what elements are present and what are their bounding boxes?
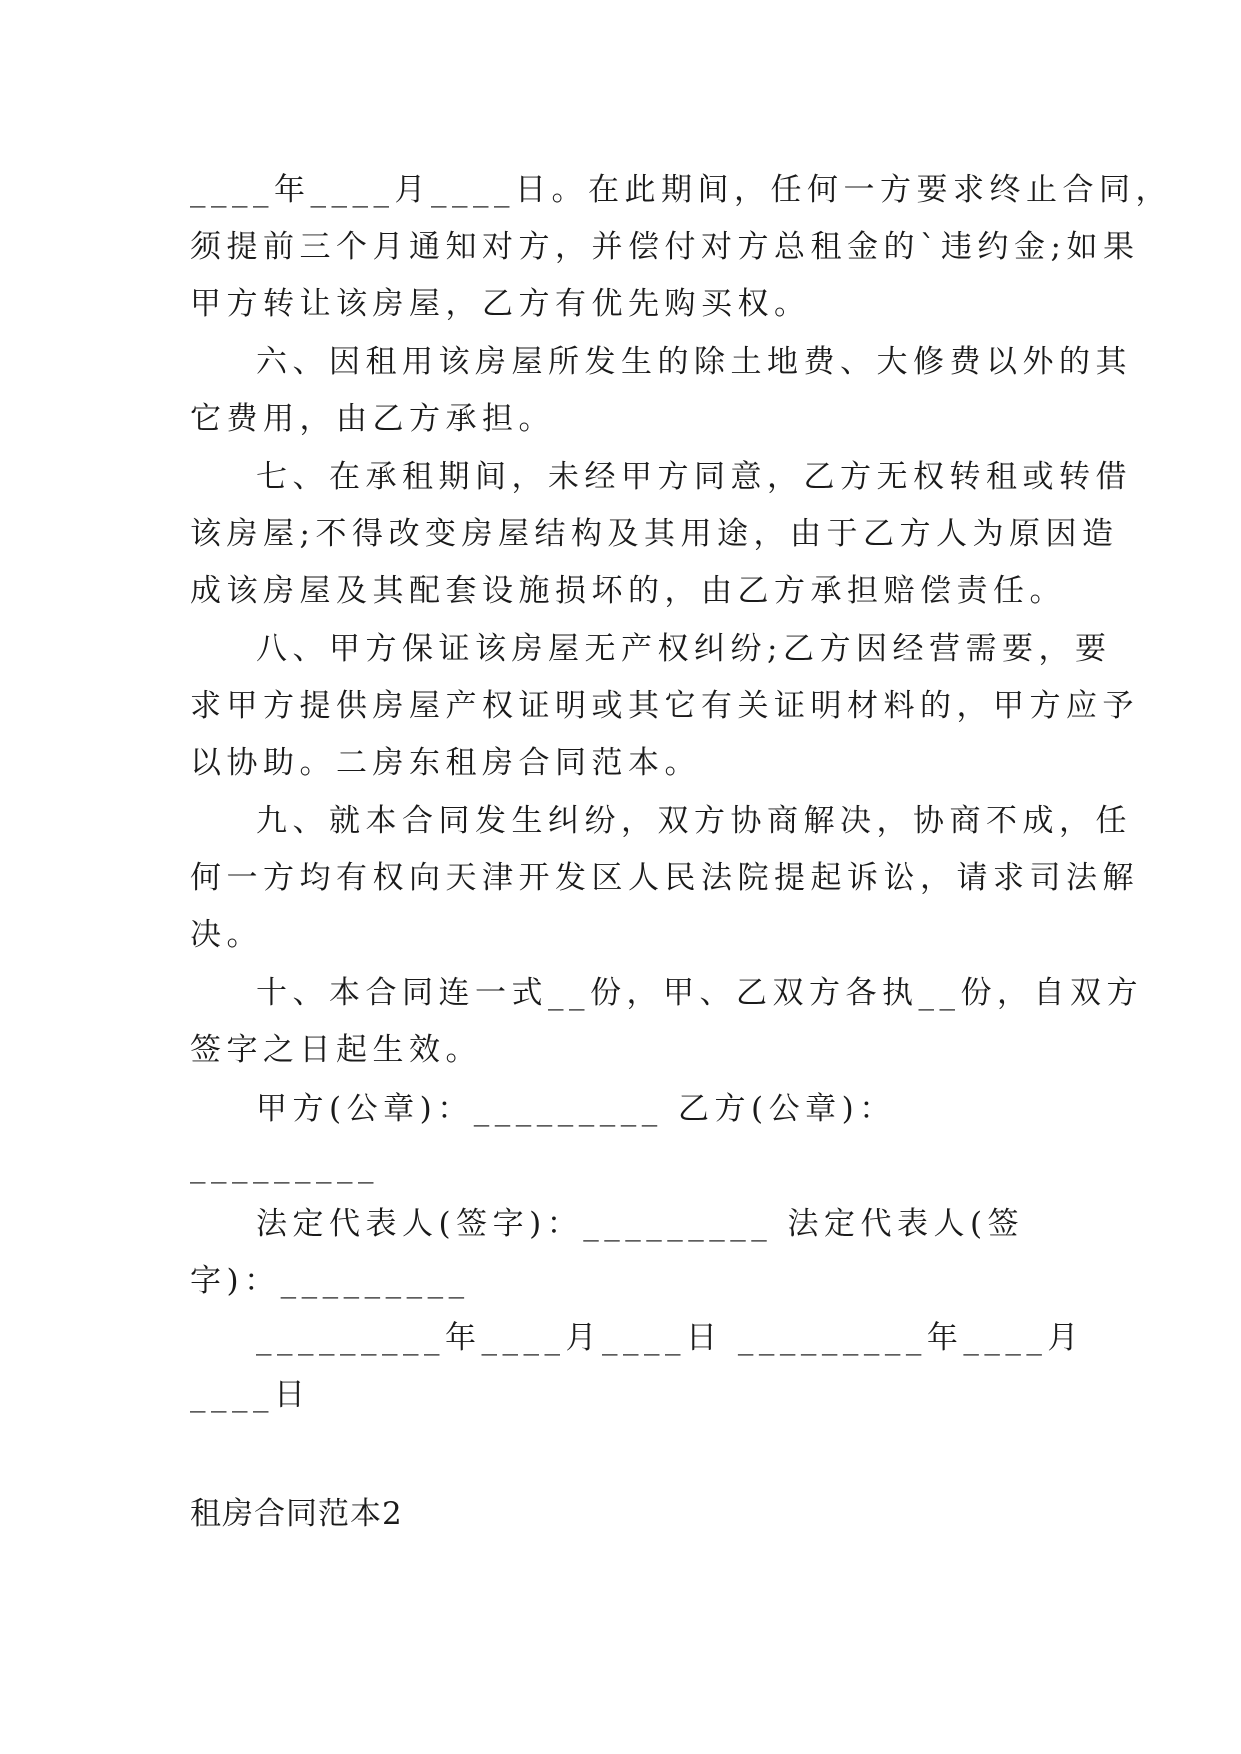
text-line: 决。 (190, 917, 263, 953)
text-line: 它费用，由乙方承担。 (190, 401, 555, 437)
text-line: 甲方转让该房屋，乙方有优先购买权。 (190, 286, 811, 322)
signature-blank: _________ (190, 1148, 379, 1184)
text-line: ____日 (190, 1377, 311, 1413)
text-line: 求甲方提供房屋产权证明或其它有关证明材料的，甲方应予 (190, 688, 1139, 724)
clause-8-line: 八、甲方保证该房屋无产权纠纷;乙方因经营需要，要 (256, 631, 1112, 667)
section-title: 租房合同范本2 (190, 1496, 403, 1532)
text-line: 须提前三个月通知对方，并偿付对方总租金的`违约金;如果 (190, 229, 1140, 265)
clause-10-line: 十、本合同连一式__份，甲、乙双方各执__份，自双方 (256, 975, 1143, 1011)
clause-7-line: 七、在承租期间，未经甲方同意，乙方无权转租或转借 (256, 459, 1132, 495)
text-line: 该房屋;不得改变房屋结构及其用途，由于乙方人为原因造 (190, 516, 1119, 552)
text-line: 何一方均有权向天津开发区人民法院提起诉讼，请求司法解 (190, 860, 1139, 896)
clause-9-line: 九、就本合同发生纠纷，双方协商解决，协商不成，任 (256, 803, 1132, 839)
text-line: 字)：_________ (190, 1263, 470, 1299)
clause-6-line: 六、因租用该房屋所发生的除土地费、大修费以外的其 (256, 344, 1132, 380)
text-line: 成该房屋及其配套设施损坏的，由乙方承担赔偿责任。 (190, 573, 1066, 609)
date-line: _________年____月____日 _________年____月 (256, 1320, 1084, 1356)
legal-rep-line: 法定代表人(签字)：_________ 法定代表人(签 (256, 1206, 1025, 1242)
text-line: 以协助。二房东租房合同范本。 (190, 745, 701, 781)
text-line: 签字之日起生效。 (190, 1032, 482, 1068)
text-line: ____年____月____日。在此期间，任何一方要求终止合同， (190, 172, 1172, 208)
party-seal-line: 甲方(公章)：_________ 乙方(公章)： (256, 1091, 896, 1127)
